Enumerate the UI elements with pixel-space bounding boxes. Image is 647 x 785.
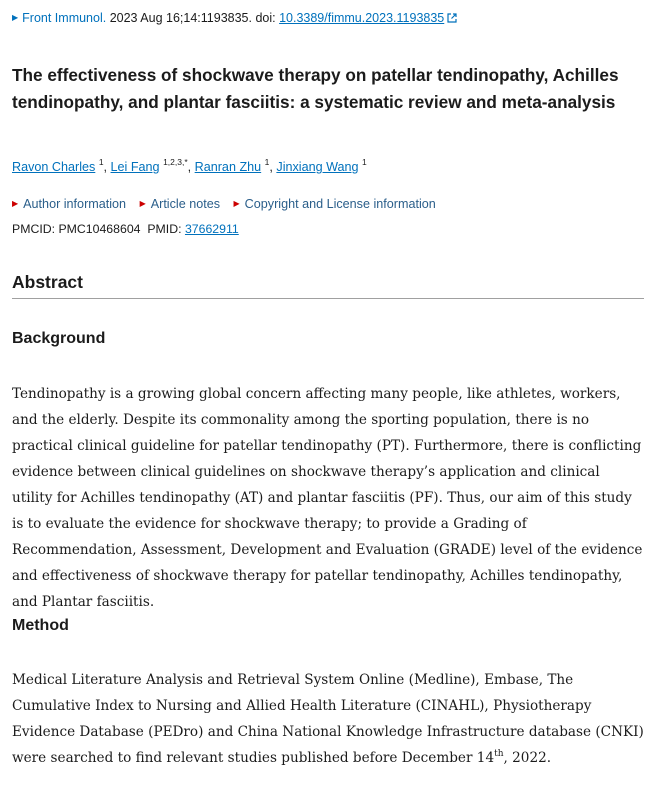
expand-triangle-icon: ▶ <box>139 199 146 208</box>
author-list: Ravon Charles $^1$, Lei Fang $^{1,2,3,*}$, Ranran Zhu $^1$, Jinxiang Wang $^1$ <box>12 157 367 174</box>
author-affiliation: 1,2,3,* <box>163 157 188 167</box>
citation-line <box>12 11 457 25</box>
pmcid-label: PMCID: <box>12 222 56 236</box>
doi-link[interactable]: 10.3389/fimmu.2023.1193835 <box>279 11 445 25</box>
author-link[interactable]: Lei Fang <box>110 160 160 174</box>
author-link[interactable]: Ravon Charles <box>12 160 96 174</box>
section-divider <box>12 298 644 299</box>
author-affiliation: 1 <box>362 157 367 167</box>
copyright-license-toggle[interactable]: ▶ Copyright and License information <box>233 197 436 211</box>
article-notes-toggle[interactable]: ▶ Article notes <box>139 197 221 211</box>
pmcid-value: PMC10468604 <box>58 222 141 236</box>
article-ids <box>12 222 239 236</box>
author-link[interactable]: Jinxiang Wang <box>276 160 359 174</box>
article-info-links <box>12 197 446 211</box>
external-link-icon[interactable] <box>447 13 457 23</box>
author-affiliation: 1 <box>98 157 104 167</box>
expand-triangle-icon[interactable]: ▶ <box>12 13 19 22</box>
expand-triangle-icon: ▶ <box>12 199 19 208</box>
article-title: The effectiveness of shockwave therapy on patellar tendinopathy, Achilles tendinopathy, and plantar fasciitis: a systematic review and meta-analysis <box>12 65 619 112</box>
abstract-heading: Abstract <box>12 272 83 292</box>
method-paragraph: Medical Literature Analysis and Retrieval System Online (Medline), Embase, The Cumulative Index to Nursing and Allied Health Literature (CINAHL), Physiotherapy Evidence Database (PEDro) and China National Knowledge Infrastructure database (CNKI) were searched to find relevant studies published before December 14th, 2022. <box>12 672 644 766</box>
method-heading: Method <box>12 617 69 634</box>
background-heading: Background <box>12 330 106 347</box>
citation-details: 2023 Aug 16;14:1193835. doi: <box>109 11 280 25</box>
background-paragraph: Tendinopathy is a growing global concern affecting many people, like athletes, workers, and the elderly. Despite its commonality among the sporting population, there is no practical clinical guideline for patellar tendinopathy (PT). Furthermore, there is conflicting evidence between clinical guidelines on shockwave therapy’s application and clinical utility for Achilles tendinopathy (AT) and plantar fasciitis (PF). Thus, our aim of this study is to evaluate the evidence for shockwave therapy; to provide a Grading of Recommendation, Assessment, Development and Evaluation (GRADE) level of the evidence and effectiveness of shockwave therapy for patellar tendinopathy, Achilles tendinopathy, and Plantar fasciitis. <box>12 386 643 610</box>
journal-link[interactable]: Front Immunol. <box>22 11 107 25</box>
author-information-toggle[interactable]: ▶ Author information <box>12 197 127 211</box>
pmid-label: PMID: <box>147 222 182 236</box>
author-link[interactable]: Ranran Zhu <box>194 160 262 174</box>
pmid-link[interactable]: 37662911 <box>184 222 239 236</box>
expand-triangle-icon: ▶ <box>233 199 240 208</box>
author-affiliation: 1 <box>264 157 270 167</box>
